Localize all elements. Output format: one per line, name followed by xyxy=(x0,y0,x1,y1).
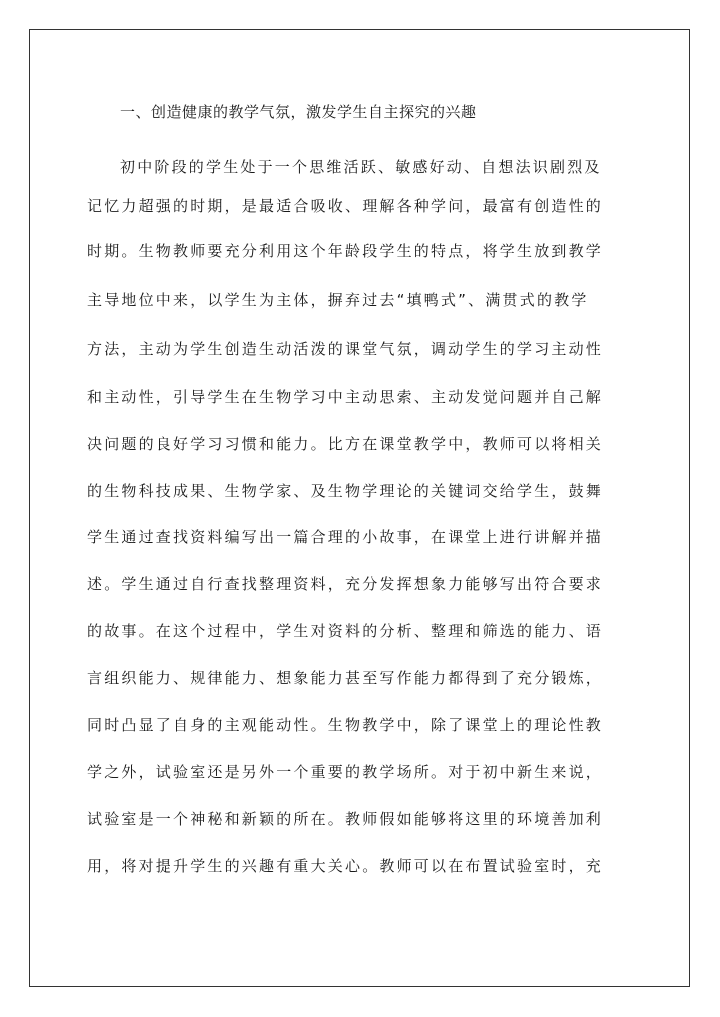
paragraph-line: 记忆力超强的时期，是最适合吸收、理解各种学问，最富有创造性的 xyxy=(87,197,604,215)
paragraph-line: 述。学生通过自行查找整理资料，充分发挥想象力能够写出符合要求 xyxy=(87,575,604,593)
paragraph-line: 和主动性，引导学生在生物学习中主动思索、主动发觉问题并自己解 xyxy=(87,388,604,406)
paragraph-line: 试验室是一个神秘和新颖的所在。教师假如能够将这里的环境善加利 xyxy=(87,810,604,828)
paragraph-line: 主导地位中来，以学生为主体，摒弃过去“填鸭式”、满贯式的教学 xyxy=(87,291,589,309)
paragraph-line: 决问题的良好学习习惯和能力。比方在课堂教学中，教师可以将相关 xyxy=(87,435,604,453)
section-heading: 一、创造健康的教学气氛，激发学生自主探究的兴趣 xyxy=(120,103,477,121)
paragraph-line: 的故事。在这个过程中，学生对资料的分析、整理和筛选的能力、语 xyxy=(87,622,604,640)
paragraph-line: 时期。生物教师要充分利用这个年龄段学生的特点，将学生放到教学 xyxy=(87,242,604,260)
paragraph-line: 同时凸显了自身的主观能动性。生物教学中，除了课堂上的理论性教 xyxy=(87,716,604,734)
paragraph-line: 学之外，试验室还是另外一个重要的教学场所。对于初中新生来说， xyxy=(87,763,604,781)
paragraph-line: 初中阶段的学生处于一个思维活跃、敏感好动、自想法识剧烈及 xyxy=(120,158,602,176)
paragraph-line: 用，将对提升学生的兴趣有重大关心。教师可以在布置试验室时，充 xyxy=(87,857,604,875)
paragraph-line: 的生物科技成果、生物学家、及生物学理论的关键词交给学生，鼓舞 xyxy=(87,482,604,500)
paragraph-line: 学生通过查找资料编写出一篇合理的小故事，在课堂上进行讲解并描 xyxy=(87,528,604,546)
paragraph-line: 言组织能力、规律能力、想象能力甚至写作能力都得到了充分锻炼， xyxy=(87,669,604,687)
paragraph-line: 方法，主动为学生创造生动活泼的课堂气氛，调动学生的学习主动性 xyxy=(87,340,604,358)
